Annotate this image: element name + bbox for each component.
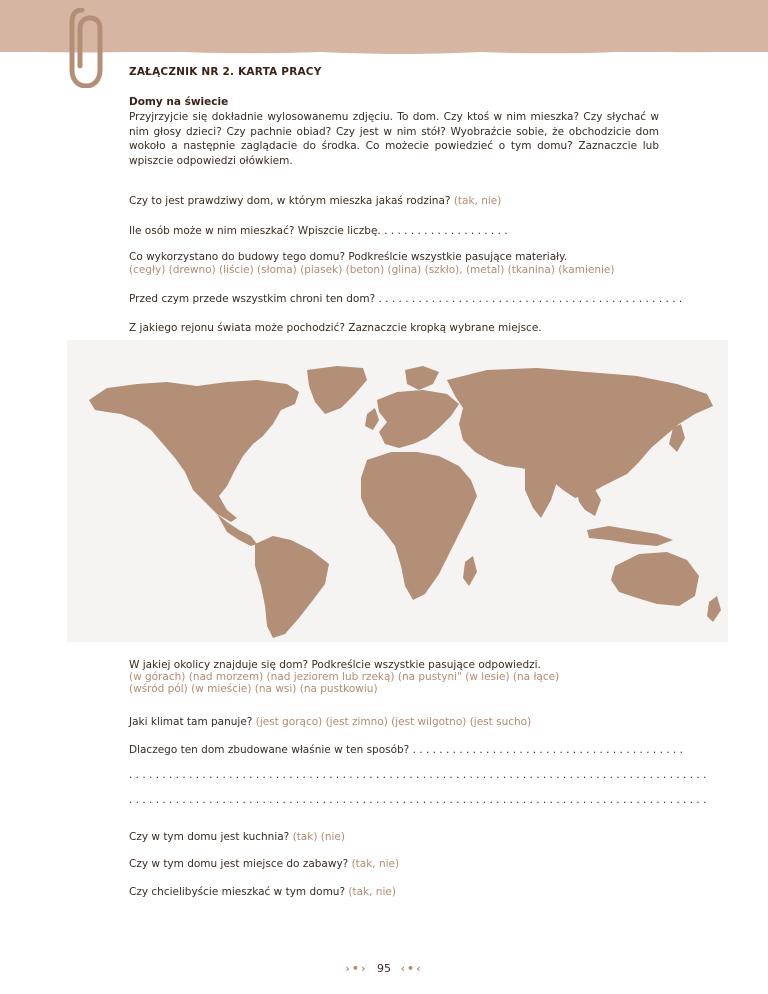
question-text[interactable]: Ile osób może w nim mieszkać? Wpiszcie liczbę. . . . . . . . . . . . . . . . . . . . — [129, 225, 508, 237]
answer-line[interactable]: . . . . . . . . . . . . . . . . . . . . . . . . . . . . . . . . . . . . . . . . . . . . . . . . . . . . . . . . . . . . . . . . . . . . . . . . . . . . . . . . . . . . . . . — [129, 794, 707, 806]
south-america — [255, 536, 329, 638]
page-number: 95 — [377, 962, 391, 975]
answer-options[interactable]: (tak, nie) — [348, 886, 396, 898]
answer-options[interactable]: (tak, nie) — [453, 195, 502, 207]
north-america — [89, 380, 299, 522]
answer-options-line-1[interactable]: (w górach) (nad morzem) (nad jeziorem lub rzeką) (na pustyni" (w lesie) (na łące) — [129, 671, 560, 683]
greenland — [307, 366, 367, 414]
answer-options[interactable]: (tak, nie) — [351, 858, 400, 870]
page-title: ZAŁĄCZNIK NR 2. KARTA PRACY — [129, 66, 322, 78]
top-band — [0, 0, 768, 52]
question-would-live — [129, 886, 396, 898]
question-real-house — [129, 195, 501, 207]
europe — [377, 390, 459, 448]
question-climate — [129, 716, 531, 728]
answer-options[interactable]: (cegły) (drewno) (liście) (słoma) (piasek) (beton) (glina) (szkło), (metal) (tkanina) (kamienie) — [129, 264, 615, 276]
new-zealand — [707, 596, 721, 622]
question-protection — [129, 293, 682, 305]
question-region — [129, 322, 542, 334]
indonesia — [587, 526, 673, 546]
question-text: Czy to jest prawdziwy dom, w którym mieszka jakaś rodzina? — [129, 195, 454, 207]
question-text: Czy w tym domu jest miejsce do zabawy? — [129, 858, 352, 870]
question-text: Z jakiego rejonu świata może pochodzić? Zaznaczcie kropką wybrane miejsce. — [129, 322, 542, 334]
torn-edge — [0, 46, 768, 58]
question-play-area — [129, 858, 399, 870]
scandinavia — [405, 366, 439, 390]
question-number-of-people — [129, 225, 508, 237]
question-why-built — [129, 744, 706, 806]
question-materials — [129, 251, 614, 276]
intro-paragraph: Przyjrzyjcie się dokładnie wylosowanemu zdjęciu. To dom. Czy ktoś w nim mieszka? Czy słychać w nim głosy dzieci? Czy pachnie obiad? Czy jest w nim stół? Wyobraźcie sobie, że obchodzicie dom wokoło a następnie zaglądacie do środka. Co możecie powiedzieć o tym domu? Zaznaczcie lub wpiszcie odpowiedzi ołówkiem. — [129, 111, 659, 167]
left-arrows-icon: ›•› — [345, 962, 368, 975]
right-arrows-icon: ‹•‹ — [400, 962, 423, 975]
world-map-panel[interactable] — [67, 340, 728, 642]
section-title: Domy na świecie — [129, 96, 229, 108]
africa — [361, 452, 477, 600]
question-text: Jaki klimat tam panuje? — [129, 716, 256, 728]
question-kitchen — [129, 831, 345, 843]
paperclip-icon — [68, 8, 108, 88]
british-isles — [365, 408, 379, 430]
question-text: Czy chcielibyście mieszkać w tym domu? — [129, 886, 349, 898]
question-surroundings — [129, 659, 559, 695]
madagascar — [463, 556, 477, 586]
question-text: Czy w tym domu jest kuchnia? — [129, 831, 293, 843]
answer-options[interactable]: (tak) (nie) — [292, 831, 345, 843]
page-footer — [0, 962, 768, 975]
answer-line[interactable]: . . . . . . . . . . . . . . . . . . . . . . . . . . . . . . . . . . . . . . . . . . . . . . . . . . . . . . . . . . . . . . . . . . . . . . . . . . . . . . . . . . . . . . . — [129, 769, 707, 781]
question-text: W jakiej okolicy znajduje się dom? Podkreślcie wszystkie pasujące odpowiedzi. — [129, 659, 541, 671]
question-text: Co wykorzystano do budowy tego domu? Podkreślcie wszystkie pasujące materiały. — [129, 251, 568, 263]
answer-options-line-2[interactable]: (wśród pól) (w mieście) (na wsi) (na pustkowiu) — [129, 683, 378, 695]
australia — [611, 552, 699, 606]
question-text[interactable]: Przed czym przede wszystkim chroni ten dom? . . . . . . . . . . . . . . . . . . . . . . . . . . . . . . . . . . . . . . . . . . . . . . — [129, 293, 683, 305]
central-america — [217, 514, 257, 546]
world-map-icon[interactable] — [67, 340, 728, 642]
southeast-asia — [577, 486, 601, 516]
answer-options[interactable]: (jest gorąco) (jest zimno) (jest wilgotno) (jest sucho) — [255, 716, 532, 728]
question-text[interactable]: Dlaczego ten dom zbudowane właśnie w ten sposób? . . . . . . . . . . . . . . . . . . . . . . . . . . . . . . . . . . . . . . . . . — [129, 744, 683, 756]
